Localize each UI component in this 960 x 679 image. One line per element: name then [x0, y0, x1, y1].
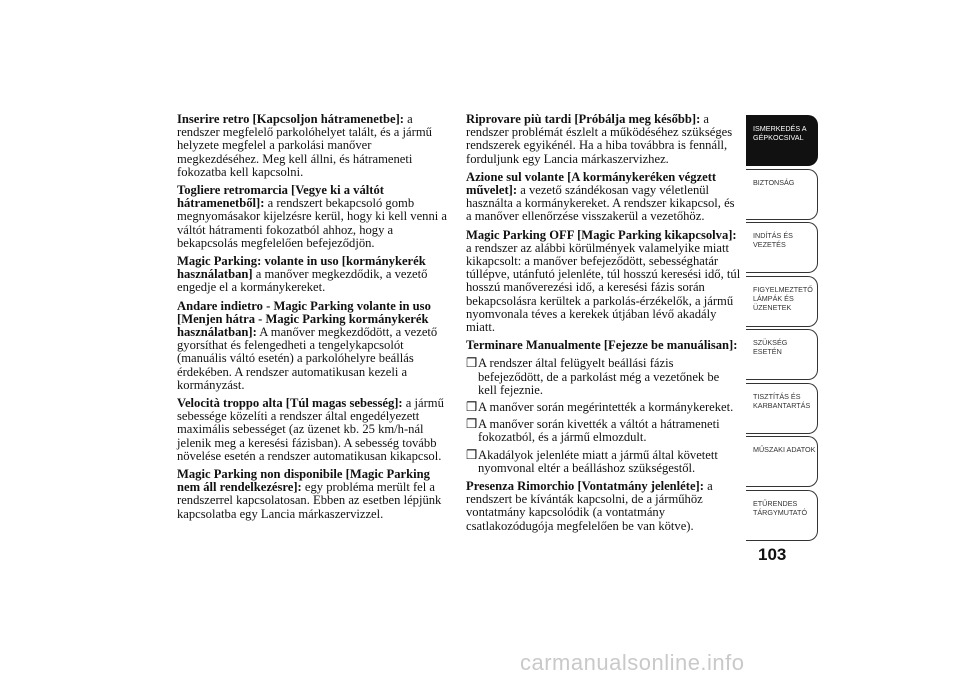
- entry-title: Magic Parking: volante in uso [kormánykerék használatban]: [177, 254, 426, 282]
- entry: [177, 113, 449, 179]
- entry: [177, 184, 449, 250]
- entry-title: Riprovare più tardi [Próbálja meg később]:: [466, 112, 701, 126]
- entry-title: Inserire retro [Kapcsoljon hátramenetbe]:: [177, 112, 404, 126]
- entry-text: a manőver megkezdődik, a vezető engedje el a kormánykereket.: [177, 267, 428, 295]
- tab-getting-to-know[interactable]: ISMERKEDÉS A GÉPKOCSIVAL: [746, 115, 818, 166]
- entry-title: Andare indietro - Magic Parking volante in uso [Menjen hátra - Magic Parking kormánykerék használatban]:: [177, 298, 431, 340]
- entry-title: Magic Parking OFF [Magic Parking kikapcsolva]:: [466, 227, 737, 242]
- list-item-text: A rendszer által felügyelt beállási fázis befejeződött, de a parkolást még a vezetőnek be kell fejeznie.: [478, 356, 720, 397]
- entry: [177, 255, 449, 295]
- list-item-text: A manőver során kivették a váltót a hátrameneti fokozatból, és a jármű elmozdult.: [478, 417, 720, 445]
- entry-title: Terminare Manualmente [Fejezze be manuálisan]:: [466, 338, 738, 353]
- entry-title: Togliere retromarcia [Vegye ki a váltót hátramenetből]:: [177, 183, 384, 211]
- entry-text: a rendszer megfelelő parkolóhelyet talált, és a jármű helyzete megfelel a parkolási manőver megkezdéséhez. Meg kell állni, és hátrameneti fokozatba kell kapcsolni.: [177, 112, 432, 179]
- entry: [177, 468, 449, 521]
- entry: [466, 480, 741, 533]
- list-item: [466, 357, 741, 397]
- entry: [466, 113, 741, 166]
- tab-warning-lights[interactable]: FIGYELMEZTETŐ LÁMPÁK ÉS ÜZENETEK: [746, 276, 818, 327]
- section-tabs: [746, 115, 818, 543]
- entry-text: a jármű sebessége közelíti a rendszer által engedélyezett maximális sebességet (az üzenet kb. 25 km/h-nál jelenik meg a keresési fázisban). A sebesség tovább növelése esetén a rendszer automatikusan kikapcsol.: [177, 396, 444, 463]
- entry: [177, 300, 449, 392]
- checkbox-bullet-icon: ❒: [466, 356, 478, 371]
- entry-text: a vezető szándékosan vagy véletlenül használta a kormánykereket. A rendszer kikapcsol, és a manőver ellenőrzése visszakerül a vezetőhöz.: [466, 183, 735, 224]
- list-item: [466, 418, 741, 444]
- list-item: [466, 401, 741, 414]
- right-column: [466, 113, 741, 538]
- bullet-list: [466, 357, 741, 475]
- tab-index[interactable]: ETŰRENDES TÁRGYMUTATÓ: [746, 490, 818, 541]
- left-column: [177, 113, 449, 526]
- tab-technical-data[interactable]: MŰSZAKI ADATOK: [746, 436, 818, 487]
- tab-emergency[interactable]: SZÜKSÉG ESETÉN: [746, 329, 818, 380]
- entry-text: A manőver megkezdődött, a vezető gyorsíthat és felengedheti a tengelykapcsolót (manuális váltó esetén) a parkolóhelyre beállás érdekében. A rendszer automatikusan kezeli a kormányzást.: [177, 325, 438, 392]
- entry-text: a rendszert be kívánták kapcsolni, de a járműhöz vontatmány kapcsolódik (a vontatmány csatlakozódugója megfelelően be van kötve).: [466, 479, 713, 533]
- entry: [466, 229, 741, 335]
- list-item-text: Akadályok jelenléte miatt a jármű által követett nyomvonal eltér a beálláshoz szükségestől.: [478, 447, 718, 475]
- list-item: [466, 449, 741, 475]
- entry-title: Magic Parking non disponibile [Magic Parking nem áll rendelkezésre]:: [177, 467, 430, 495]
- entry: [466, 171, 741, 224]
- page-number: 103: [758, 545, 787, 564]
- entry-title: Presenza Rimorchio [Vontatmány jelenléte]:: [466, 479, 704, 494]
- entry-title: Azione sul volante [A kormánykeréken végzett művelet]:: [466, 169, 717, 198]
- checkbox-bullet-icon: ❒: [466, 447, 478, 462]
- tab-starting-driving[interactable]: INDÍTÁS ÉS VEZETÉS: [746, 222, 818, 273]
- tab-safety[interactable]: BIZTONSÁG: [746, 169, 818, 220]
- entry: [177, 397, 449, 463]
- checkbox-bullet-icon: ❒: [466, 400, 478, 415]
- tab-maintenance[interactable]: TISZTÍTÁS ÉS KARBANTARTÁS: [746, 383, 818, 434]
- entry-text: egy probléma merült fel a rendszerrel kapcsolatosan. Ebben az esetben lépjünk kapcsolatba egy Lancia márkaszervizzel.: [177, 480, 442, 521]
- watermark: carmanualsonline.info: [520, 650, 745, 675]
- list-item-text: A manőver során megérintették a kormánykereket.: [478, 400, 734, 415]
- entry-title: Velocità troppo alta [Túl magas sebesség]:: [177, 396, 403, 411]
- checkbox-bullet-icon: ❒: [466, 417, 478, 432]
- entry-text: a rendszert bekapcsoló gomb megnyomásakor kijelzésre kerül, hogy ki kell venni a váltót hátramenti fokozatból ahhoz, hogy a bekapcsolás megfelelően befejeződjön.: [177, 196, 447, 250]
- manual-heading: [466, 339, 741, 352]
- entry-text: a rendszer az alábbi körülmények valamelyike miatt kikapcsolt: a manőver befejeződött, sebességhatár túllépve, utánfutó jelenléte, túl hosszú keresési idő, túl hosszú manőverezési idő, a keresési fázis során bekapcsolásra kerültek a parkolás-érzékelők, a jármű nyomvonala téves a kerekek útjában lévő akadály miatt.: [466, 240, 741, 335]
- entry-text: a rendszer problémát észlelt a működéséhez szükséges rendszerek egyikénél. Ha a hiba továbbra is fennáll, forduljunk egy Lancia márkaszervizhez.: [466, 112, 733, 166]
